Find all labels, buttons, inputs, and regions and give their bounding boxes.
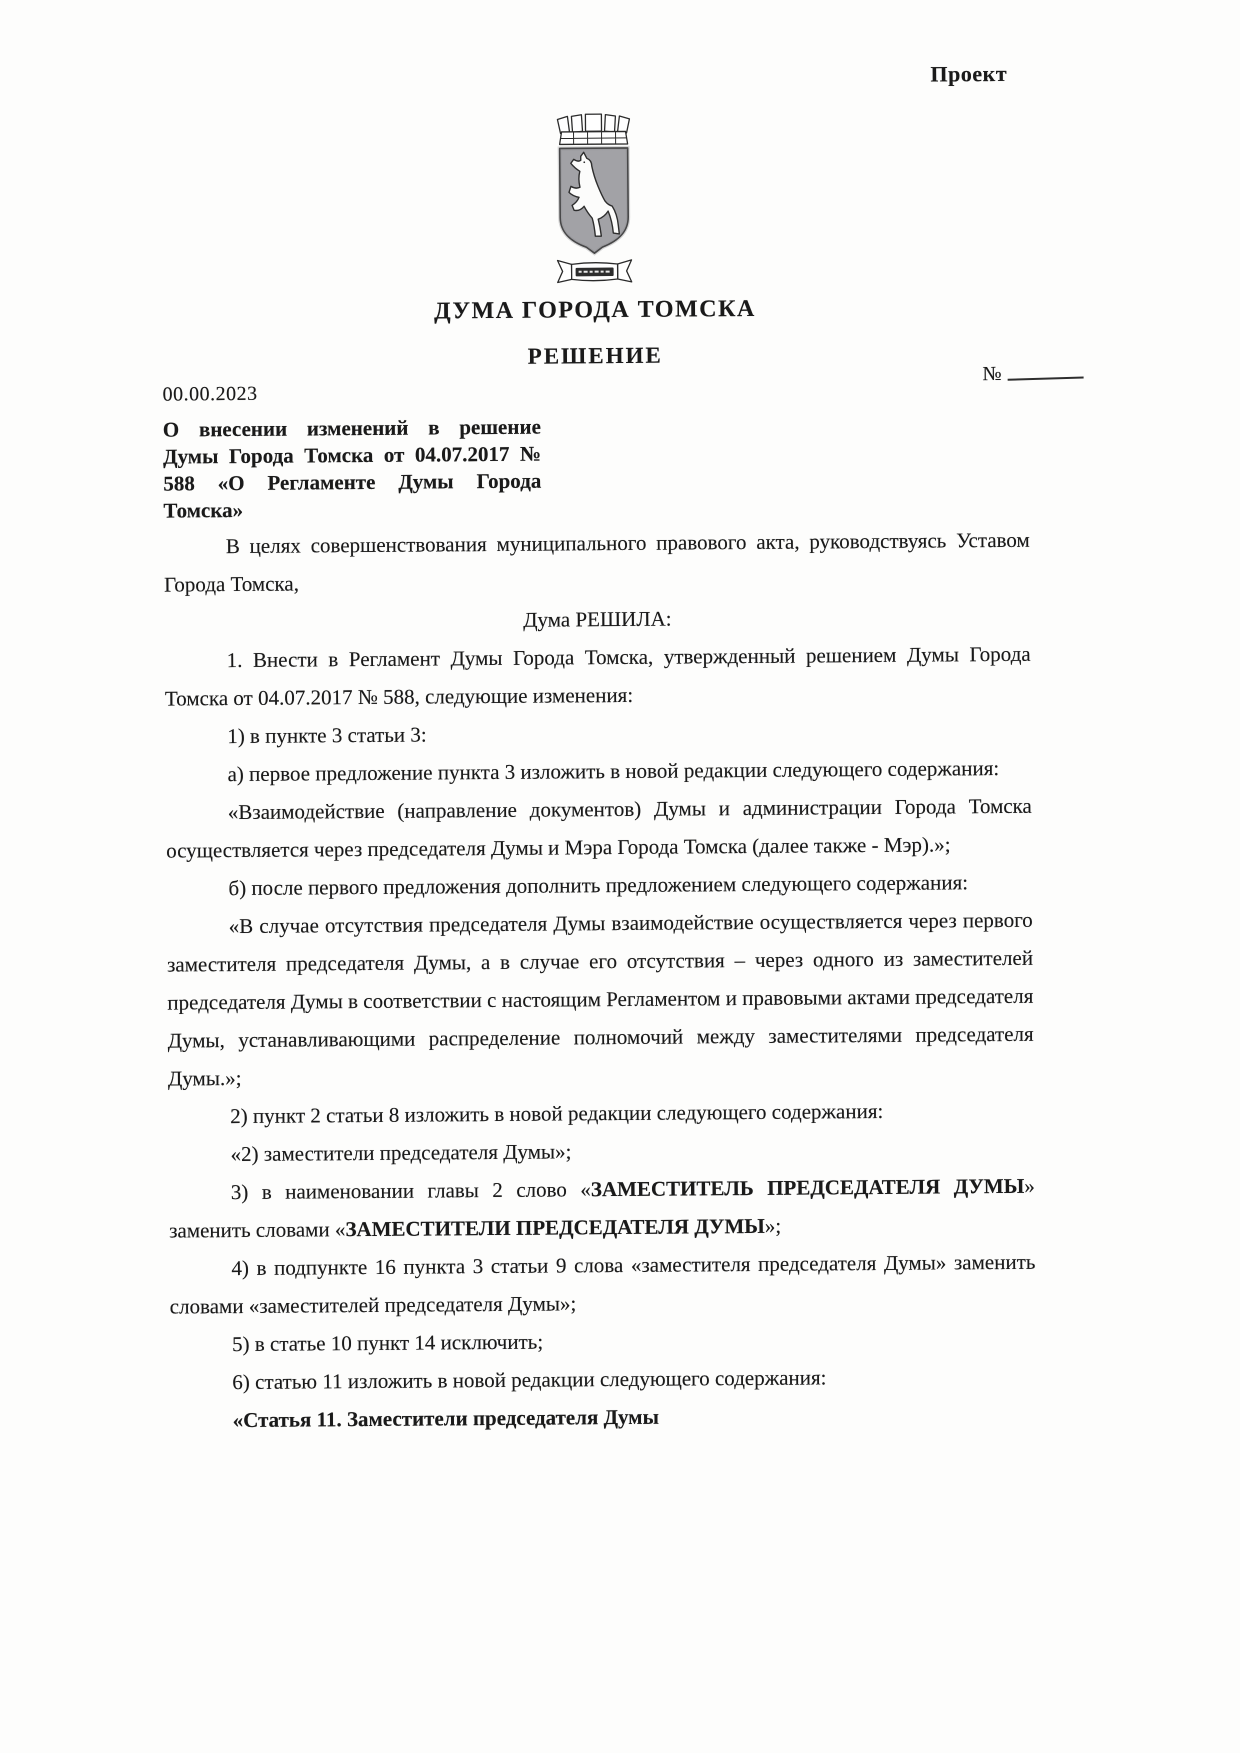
doc-type-heading: РЕШЕНИЕ xyxy=(527,342,663,369)
coat-of-arms-svg xyxy=(543,102,644,293)
item3-old-wording: ЗАМЕСТИТЕЛЬ ПРЕДСЕДАТЕЛЯ ДУМЫ xyxy=(590,1173,1025,1202)
paragraph: 4) в подпункте 16 пункта 3 статьи 9 слова «заместителя председателя Думы» заменить словами «заместителей председателя Думы»; xyxy=(169,1249,1036,1319)
paragraph: 5) в статье 10 пункт 14 исключить; xyxy=(231,1329,544,1357)
paragraph: б) после первого предложения дополнить предложением следующего содержания: xyxy=(228,870,969,901)
paragraph: «2) заместители председателя Думы»; xyxy=(230,1139,572,1167)
paragraph: «Взаимодействие (направление документов) Думы и администрации Города Томска осуществляется через председателя Думы и Мэра Города Томска (далее также - Мэр).»; xyxy=(166,793,1032,863)
resolve-heading: Дума РЕШИЛА: xyxy=(523,606,672,632)
paragraph: а) первое предложение пункта 3 изложить в новой редакции следующего содержания: xyxy=(227,756,1000,787)
motto-ribbon-icon xyxy=(558,260,632,283)
tomsk-coat-of-arms xyxy=(543,102,644,293)
item3-new-wording: ЗАМЕСТИТЕЛИ ПРЕДСЕДАТЕЛЯ ДУМЫ xyxy=(345,1213,765,1242)
paragraph: 1. Внести в Регламент Думы Города Томска, утвержденный решением Думы Города Томска от 04.07.2017 № 588, следующие изменения: xyxy=(164,641,1031,711)
paragraph: 1) в пункте 3 статьи 3: xyxy=(227,722,427,749)
item3-mid: » заменить словами « xyxy=(169,1173,1035,1243)
doc-date: 00.00.2023 xyxy=(162,382,258,406)
doc-title: О внесении изменений в решение Думы Города Томска от 04.07.2017 № 588 «О Регламенте Думы Города Томска» xyxy=(162,414,542,523)
project-label: Проект xyxy=(930,60,1008,87)
number-label: № xyxy=(982,362,1002,386)
org-name: ДУМА ГОРОДА ТОМСКА xyxy=(434,295,756,325)
item3-post: »; xyxy=(764,1213,782,1238)
paragraph: 2) пункт 2 статьи 8 изложить в новой редакции следующего содержания: xyxy=(230,1098,884,1129)
doc-body xyxy=(164,521,1037,1440)
item3-pre: 3) в наименовании главы 2 слово « xyxy=(230,1177,591,1205)
article-11-heading: «Статья 11. Заместители председателя Думы xyxy=(232,1404,660,1433)
paragraph-item-3 xyxy=(169,1167,1036,1250)
doc-number-field xyxy=(982,362,1083,386)
paragraph: 6) статью 11 изложить в новой редакции следующего содержания: xyxy=(232,1365,827,1395)
paragraph: «В случае отсутствия председателя Думы взаимодействие осуществляется через первого заместителя председателя Думы, а в случае его отсутствия – через одного из заместителей председателя Думы в соответствии с настоящим Регламентом и правовыми актами председателя Думы, устанавливающими распределение полномочий между заместителями председателя Думы.»; xyxy=(166,907,1034,1091)
number-blank-line xyxy=(1007,363,1083,381)
intro-paragraph: В целях совершенствования муниципального правового акта, руководствуясь Уставом Города Томска, xyxy=(163,527,1030,597)
mural-crown-icon xyxy=(557,114,629,145)
